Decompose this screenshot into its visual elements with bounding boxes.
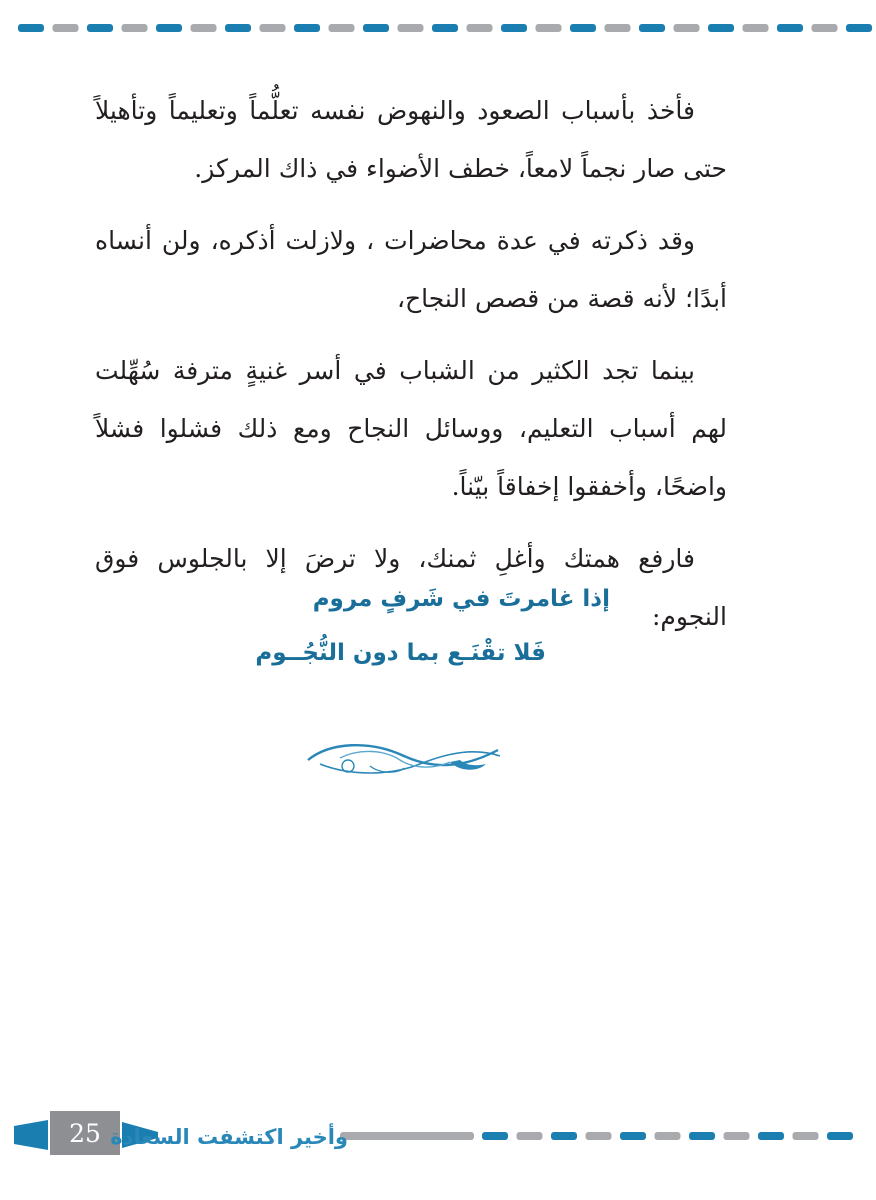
paragraph-1: فأخذ بأسباب الصعود والنهوض نفسه تعلُّماً وتعليماً وتأهيلاً حتى صار نجماً لامعاً، خطف الأضواء في ذاك المركز. [95, 96, 727, 183]
poem-line-1: إذا غامرتَ في شَرفٍ مروم [312, 586, 610, 612]
paragraph-4: فارفع همتك وأغلِ ثمنك، ولا ترضَ إلا بالجلوس فوق النجوم: [95, 544, 727, 631]
paragraph-3: بينما تجد الكثير من الشباب في أسر غنيةٍ مترفة سُهِّلت لهم أسباب التعليم، ووسائل النجاح ومع ذلك فشلوا فشلاً واضحًا، وأخفقوا إخفاقاً بيّناً. [95, 356, 727, 501]
top-dashed-border [0, 22, 876, 34]
paragraph-2: وقد ذكرته في عدة محاضرات ، ولازلت أذكره، ولن أنساه أبدًا؛ لأنه قصة من قصص النجاح، [95, 226, 727, 313]
page-number: 25 [50, 1111, 120, 1155]
poem-line-2: فَلا تقْنَـع بما دون النُّجُــوم [255, 640, 546, 666]
book-logo: وأخير اكتشفت السعادة [110, 1125, 348, 1149]
top-dashed-border-graphic [0, 22, 876, 34]
decorative-flourish-icon [300, 736, 506, 782]
page-body [95, 82, 727, 660]
